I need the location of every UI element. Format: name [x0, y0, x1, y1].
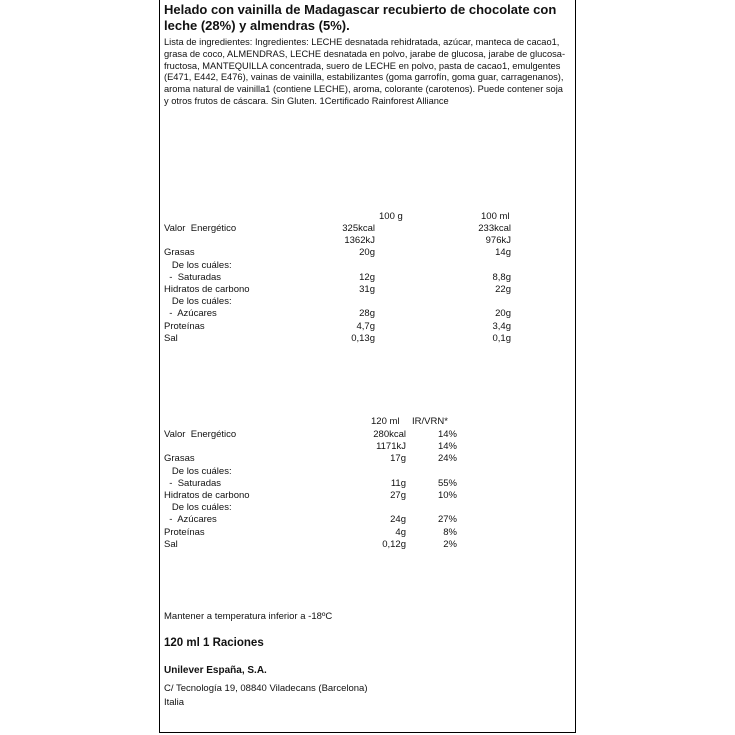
- nutrient-label: De los cuáles:: [164, 465, 232, 477]
- nutrition-row: [164, 453, 569, 465]
- nutrient-value-col1: 12g: [359, 271, 375, 283]
- nutrient-value-col1: 24g: [390, 514, 406, 526]
- nutrient-value-col2: 976kJ: [485, 235, 511, 247]
- nutrient-label: Valor Energético: [164, 429, 237, 440]
- table2-col2-header: IR/VRN*: [412, 416, 448, 427]
- nutrient-label: De los cuáles:: [164, 502, 232, 514]
- label-frame: [159, 0, 576, 733]
- table1-header: [164, 211, 569, 223]
- nutrient-value-col2: 20g: [495, 308, 511, 320]
- nutrition-row: [164, 247, 569, 259]
- nutrition-row: [164, 308, 569, 320]
- nutrient-value-col2: 24%: [437, 453, 457, 465]
- nutrition-row: [164, 514, 569, 526]
- nutrient-value-col2: 2%: [443, 538, 457, 550]
- nutrient-value-col1: 280kcal: [373, 429, 406, 440]
- nutrient-value-col1: 27g: [390, 490, 406, 501]
- nutrient-label: Valor Energético: [164, 223, 237, 234]
- nutrient-value-col2: 3,4g: [492, 320, 511, 332]
- nutrient-label: - Saturadas: [164, 477, 222, 489]
- table1-col1-header: 100 g: [379, 211, 403, 222]
- nutrient-label: Proteínas: [164, 320, 205, 332]
- nutrition-row: [164, 223, 569, 235]
- ingredients-list: Lista de ingredientes: Ingredientes: LECHE desnatada rehidratada, azúcar, manteca de cacao1, grasa de coco, ALMENDRAS, LECHE desnatada en polvo, jarabe de glucosa, jarabe de glucosa-fructosa, MANTEQUILLA concentrada, suero de LECHE en polvo, pasta de cacao1, emulgentes (E471, E442, E476), vainas de vainilla, estabilizantes (goma garrofín, goma guar, carragenanos), aroma natural de vainilla1 (contiene LECHE), aroma, colorante (carotenos). Puede contener soja y otros frutos de cáscara. Sin Gluten. 1Certificado Rainforest Alliance: [164, 37, 566, 106]
- nutrient-value-col1: 1171kJ: [376, 441, 406, 453]
- nutrient-value-col2: 27%: [437, 514, 457, 526]
- nutrient-value-col1: 4g: [395, 526, 406, 538]
- nutrient-label: Sal: [164, 332, 178, 344]
- nutrition-row: [164, 272, 569, 284]
- table2-col1-header: 120 ml: [371, 416, 400, 427]
- nutrition-row: [164, 502, 569, 514]
- nutrient-value-col1: 0,13g: [351, 332, 375, 344]
- nutrient-value-col2: 14%: [437, 441, 457, 453]
- storage-note: Mantener a temperatura inferior a -18ºC: [164, 611, 333, 622]
- nutrient-value-col2: 10%: [437, 490, 457, 501]
- nutrition-row: [164, 478, 569, 490]
- nutrient-value-col2: 14g: [495, 247, 511, 259]
- company-address: C/ Tecnología 19, 08840 Viladecans (Barcelona): [164, 683, 368, 694]
- nutrient-label: Grasas: [164, 453, 195, 465]
- nutrient-value-col2: 8,8g: [492, 271, 511, 283]
- nutrient-value-col1: 17g: [390, 453, 406, 465]
- nutrient-value-col1: 11g: [390, 477, 406, 489]
- nutrition-row: [164, 527, 569, 539]
- nutrient-label: Hidratos de carbono: [164, 490, 250, 501]
- nutrition-row: [164, 539, 569, 551]
- nutrient-label: Hidratos de carbono: [164, 284, 250, 295]
- nutrient-label: Grasas: [164, 247, 195, 259]
- nutrient-value-col1: 28g: [359, 308, 375, 320]
- nutrient-value-col1: 4,7g: [356, 320, 375, 332]
- nutrition-row: [164, 296, 569, 308]
- servings: 120 ml 1 Raciones: [164, 637, 264, 649]
- nutrition-row: [164, 441, 569, 453]
- nutrient-value-col2: 14%: [437, 429, 457, 440]
- nutrient-label: Sal: [164, 538, 178, 550]
- nutrient-label: De los cuáles:: [164, 259, 232, 271]
- nutrient-value-col2: 0,1g: [492, 332, 511, 344]
- nutrition-row: [164, 490, 569, 502]
- nutrition-row: [164, 235, 569, 247]
- nutrient-value-col2: 55%: [437, 477, 457, 489]
- nutrient-value-col1: 0,12g: [382, 538, 406, 550]
- nutrient-value-col2: 233kcal: [478, 223, 511, 234]
- nutrient-value-col1: 20g: [359, 247, 375, 259]
- country: Italia: [164, 697, 185, 708]
- nutrition-row: [164, 284, 569, 296]
- nutrition-row: [164, 466, 569, 478]
- nutrient-value-col2: 22g: [495, 284, 511, 295]
- nutrient-value-col1: 31g: [359, 284, 375, 295]
- nutrition-row: [164, 333, 569, 345]
- nutrient-label: Proteínas: [164, 526, 205, 538]
- nutrient-value-col1: 1362kJ: [344, 235, 375, 247]
- nutrient-value-col1: 325kcal: [342, 223, 375, 234]
- nutrient-value-col2: 8%: [443, 526, 457, 538]
- nutrition-row: [164, 429, 569, 441]
- nutrient-label: - Azúcares: [164, 308, 217, 320]
- nutrition-row: [164, 321, 569, 333]
- nutrient-label: - Azúcares: [164, 514, 217, 526]
- product-title: Helado con vainilla de Madagascar recubierto de chocolate con leche (28%) y almendras (5%).: [164, 2, 557, 33]
- table2-header: [164, 416, 569, 428]
- company-name: Unilever España, S.A.: [164, 665, 267, 676]
- table1-col2-header: 100 ml: [481, 211, 510, 222]
- nutrient-label: De los cuáles:: [164, 296, 232, 308]
- nutrition-row: [164, 260, 569, 272]
- nutrient-label: - Saturadas: [164, 271, 222, 283]
